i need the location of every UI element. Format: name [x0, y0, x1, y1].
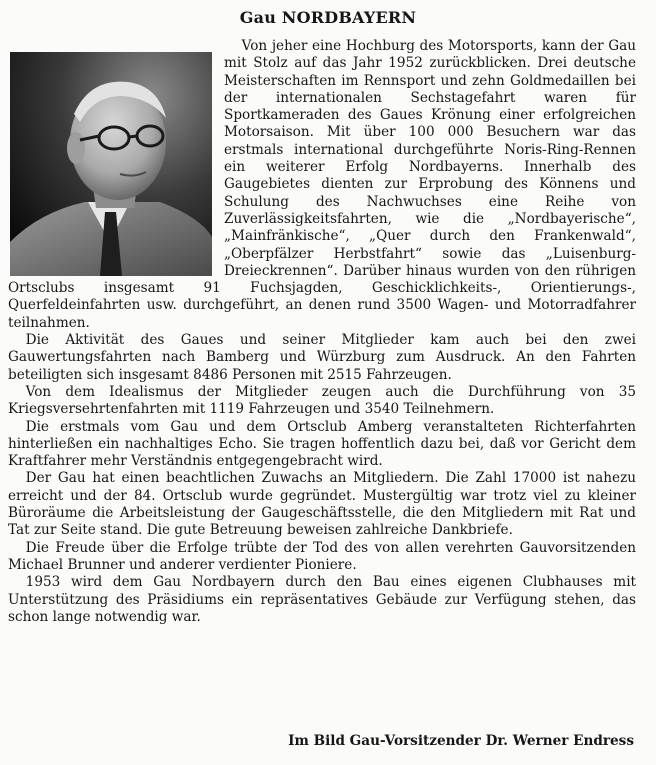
paragraph-7: 1953 wird dem Gau Nordbayern durch den Bau eines eigenen Clubhauses mit Unterstützung des Präsidiums ein repräsentatives Gebäude zur Verfügung stehen, das schon lange notwendig war.	[8, 574, 636, 625]
paragraph-4: Die erstmals vom Gau und dem Ortsclub Amberg veranstalteten Richterfahrten hinterließen ein nachhaltiges Echo. Sie tragen hoffentlich dazu bei, daß vor Gericht dem Kraftfahrer mehr Verständnis entgegengebracht wird.	[8, 418, 636, 470]
portrait-image	[10, 52, 212, 276]
paragraph-2: Die Aktivität des Gaues und seiner Mitglieder kam auch bei den zwei Gauwertungsfahrten nach Bamberg und Würzburg zum Ausdruck. An den Fahrten beteiligten sich insgesamt 8486 Personen mit 2515 Fahrzeugen.	[8, 332, 636, 383]
article-body	[8, 38, 636, 626]
paragraph-3: Von dem Idealismus der Mitglieder zeugen auch die Durchführung von 35 Kriegsversehrtenfahrten mit 1119 Fahrzeugen und 3540 Teilnehmern.	[8, 383, 636, 418]
photo-caption: Im Bild Gau-Vorsitzender Dr. Werner Endress	[288, 733, 634, 749]
portrait-photo	[10, 52, 212, 276]
paragraph-1: Von jeher eine Hochburg des Motorsports, kann der Gau mit Stolz auf das Jahr 1952 zurückblicken. Drei deutsche Meisterschaften im Rennsport und zehn Goldmedaillen bei der internationalen Sechstagefahrt waren für Sportkameraden des Gaues Krönung einer erfolgreichen Motorsaison. Mit über 100 000 Besuchern war das erstmals international durchgeführte Noris-Ring-Rennen ein weiterer Erfolg Nordbayerns. Innerhalb des Gaugebietes dienten zur Erprobung des Könnens und Schulung des Nachwuchses eine Reihe von Zuverlässigkeitsfahrten, wie die „Nordbayerische“, „Mainfränkische“, „Quer durch den Frankenwald“, „Oberpfälzer Herbstfahrt“ sowie das „Luisenburg-Dreieckrennen“. Darüber hinaus wurden von den rührigen Ortsclubs insgesamt 91 Fuchsjagden, Geschicklichkeits-, Orientierungs-, Querfeldeinfahrten usw. durchgeführt, an denen rund 3500 Wagen- und Motorradfahrer teilnahmen.	[8, 38, 636, 331]
article-heading: Gau NORDBAYERN	[239, 8, 417, 27]
paragraph-5: Der Gau hat einen beachtlichen Zuwachs an Mitgliedern. Die Zahl 17000 ist nahezu erreicht und der 84. Ortsclub wurde gegründet. Mustergültig war trotz viel zu kleiner Büroräume die Arbeitsleistung der Gaugeschäftsstelle, die den Mitgliedern mit Rat und Tat zur Seite stand. Die gute Betreuung beweisen zahlreiche Dankbriefe.	[8, 470, 636, 539]
paragraph-6: Die Freude über die Erfolge trübte der Tod des von allen verehrten Gauvorsitzenden Michael Brunner und anderer verdienter Pioniere.	[8, 539, 636, 573]
